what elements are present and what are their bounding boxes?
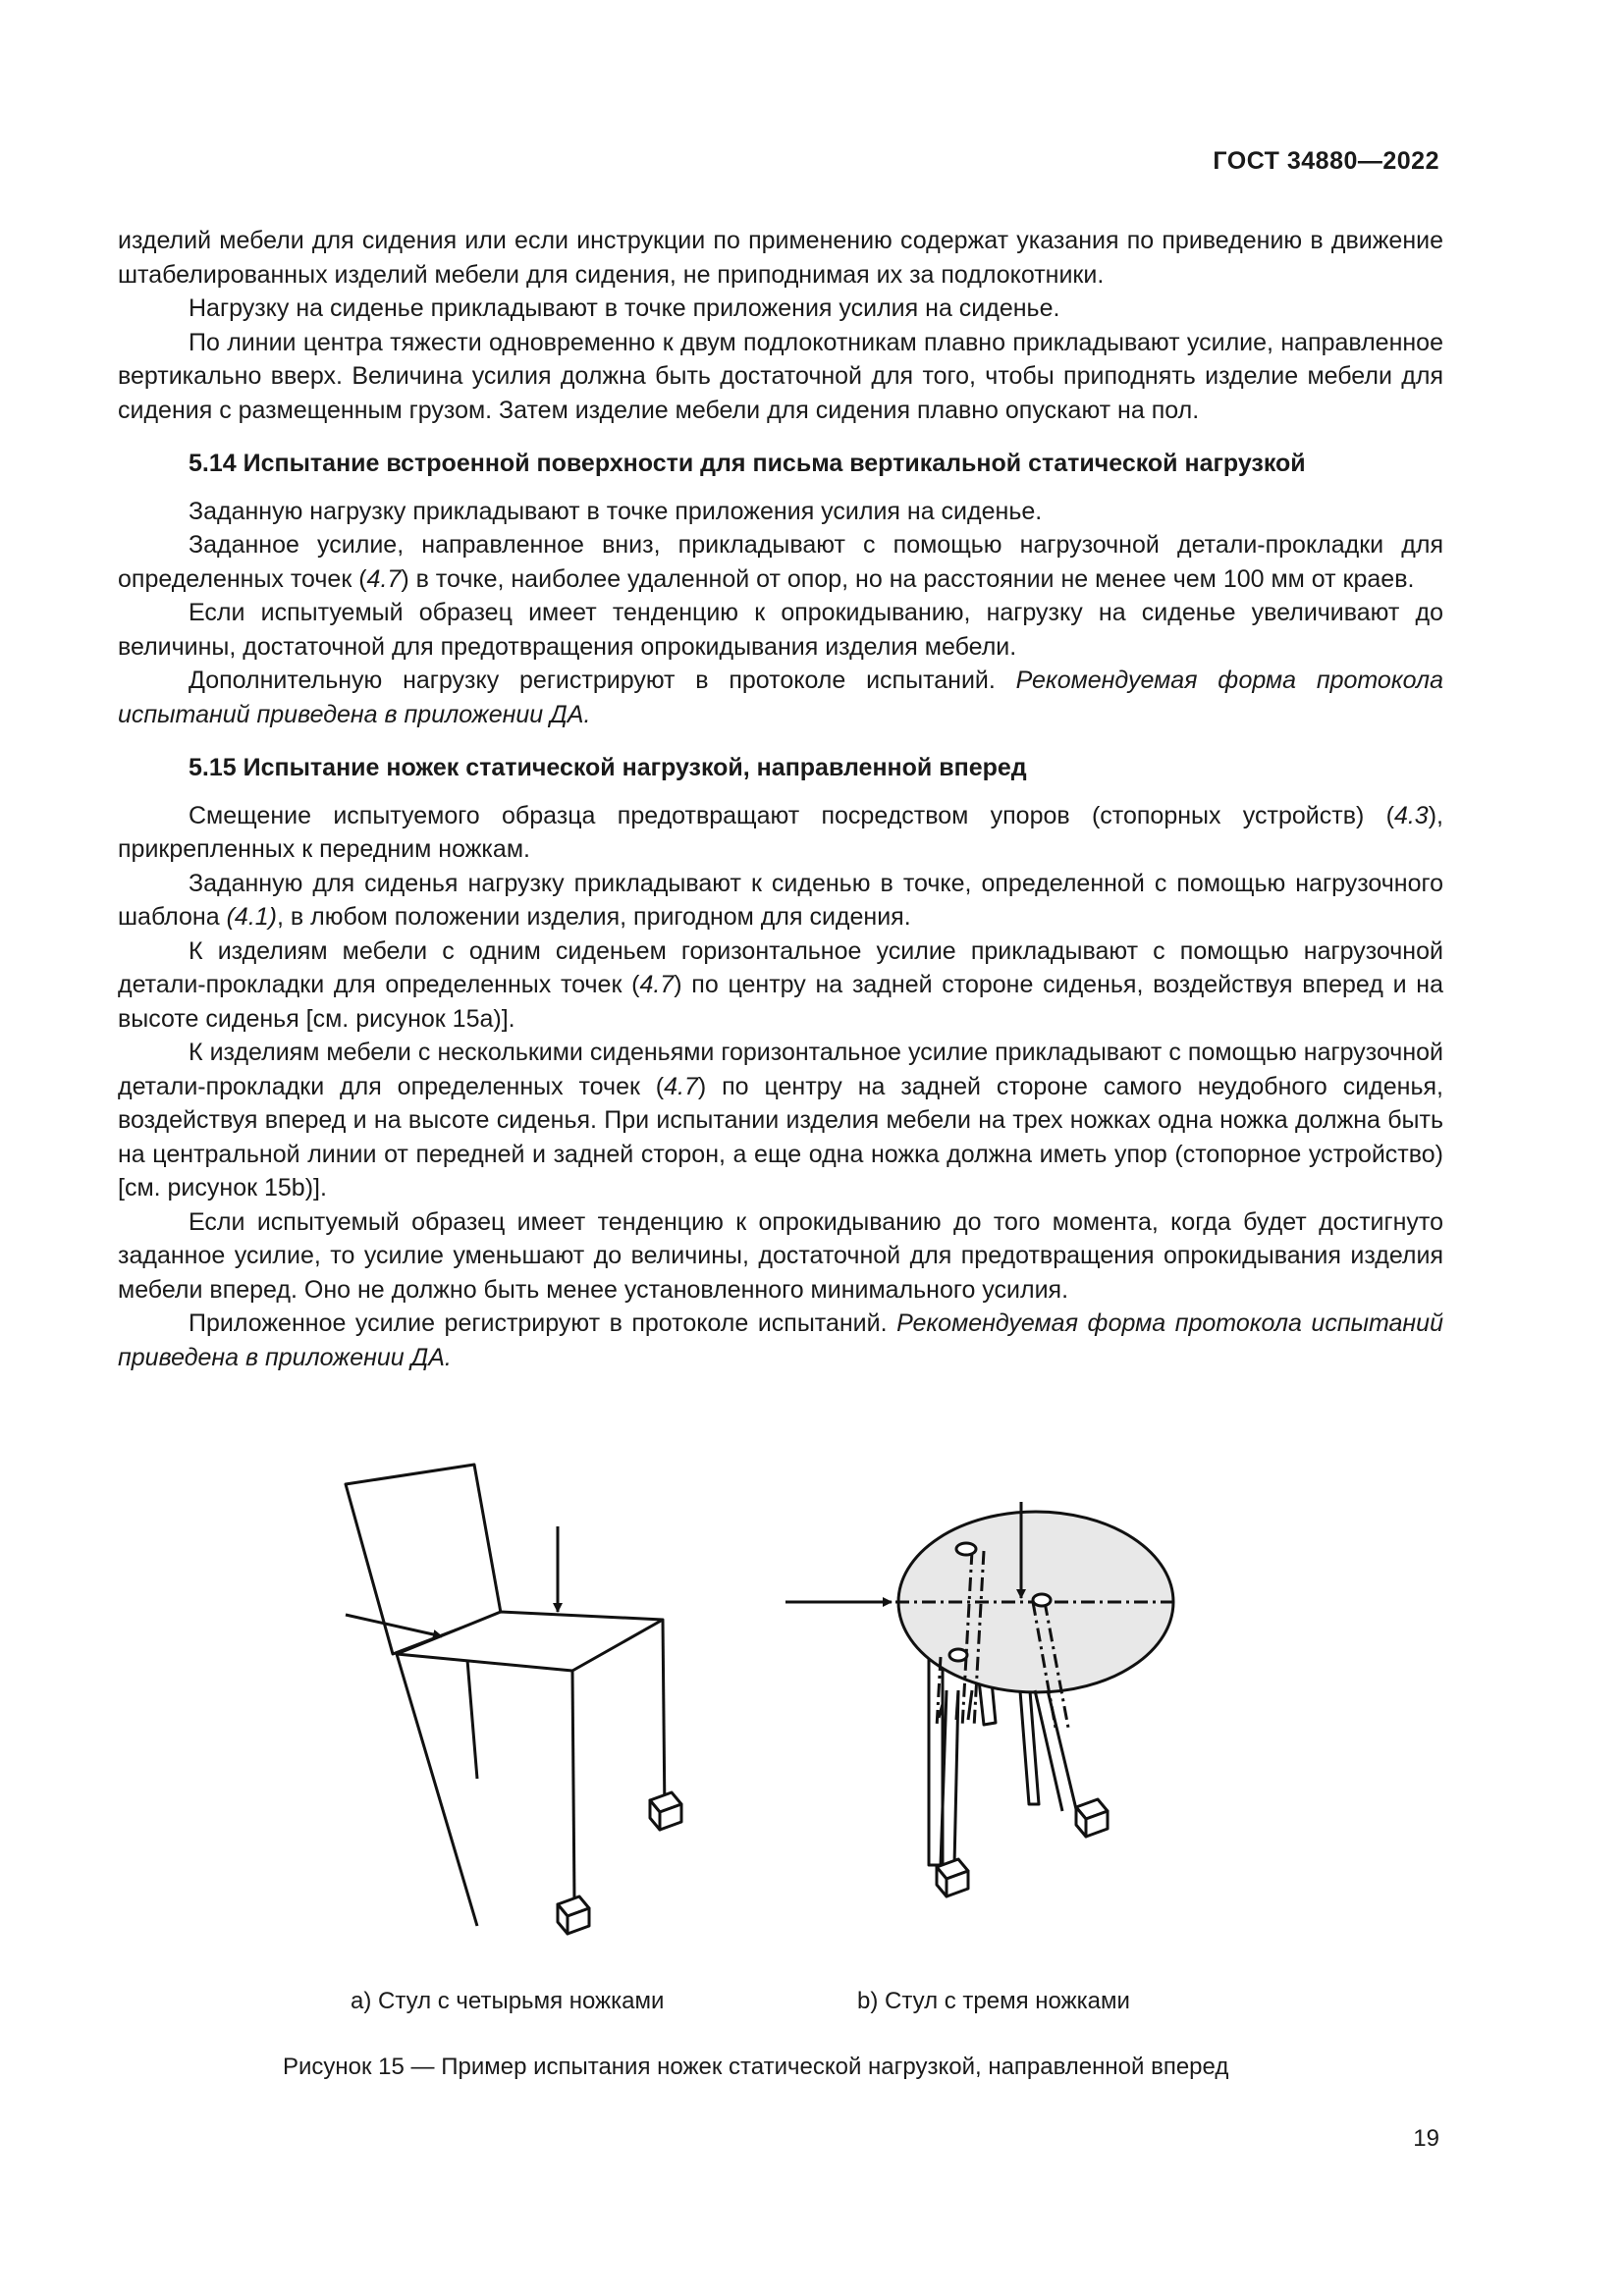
chair-three-legs-illustration xyxy=(785,1502,1175,1896)
paragraph: По линии центра тяжести одновременно к двум подлокотникам плавно прикладывают усилие, направленное вертикально вверх. Величина усилия должна быть достаточной для того, чтобы приподнять изделие мебели для сидения с размещенным грузом. Затем изделие мебели для сидения плавно опускают на пол. xyxy=(118,328,1443,424)
paragraph: Если испытуемый образец имеет тенденцию к опрокидыванию до того момента, когда будет достигнуто заданное усилие, то усилие уменьшают до величины, достаточной для предотвращения опрокидывания изделия мебели вперед. Оно не должно быть менее установленного минимального усилия. xyxy=(118,1207,1443,1304)
paragraph: Дополнительную нагрузку регистрируют в протоколе испытаний. Рекомендуемая форма протокола испытаний приведена в приложении ДА. xyxy=(118,667,1443,728)
paragraph: Если испытуемый образец имеет тенденцию к опрокидыванию, нагрузку на сиденье увеличивают до величины, достаточной для предотвращения опрокидывания изделия мебели. xyxy=(118,599,1443,661)
paragraph: изделий мебели для сидения или если инструкции по применению содержат указания по приведению в движение штабелированных изделий мебели для сидения, не приподнимая их за подлокотники. xyxy=(118,227,1443,289)
paragraph: Нагрузку на сиденье прикладывают в точке приложения усилия на сиденье. xyxy=(189,294,1060,322)
paragraph: Заданную нагрузку прикладывают в точке приложения усилия на сиденье. xyxy=(189,497,1043,525)
paragraph: К изделиям мебели с одним сиденьем горизонтальное усилие прикладывают с помощью нагрузочной детали-прокладки для определенных точек (4.7) по центру на задней стороне сиденья, воздействуя вперед и на высоте сиденья [см. рисунок 15а)]. xyxy=(118,936,1443,1033)
chair-four-legs-illustration xyxy=(346,1465,681,1934)
figure-caption-a: a) Стул с четырьмя ножками xyxy=(351,1988,665,2014)
figure-15 xyxy=(295,1433,1227,1963)
paragraph: Смещение испытуемого образца предотвращают посредством упоров (стопорных устройств) (4.3), прикрепленных к передним ножкам. xyxy=(118,801,1443,863)
paragraph: Приложенное усилие регистрируют в протоколе испытаний. Рекомендуемая форма протокола испытаний приведена в приложении ДА. xyxy=(118,1309,1443,1371)
paragraph: Заданное усилие, направленное вниз, прикладывают с помощью нагрузочной детали-прокладки для определенных точек (4.7) в точке, наиболее удаленной от опор, но на расстоянии не менее чем 100 мм от краев. xyxy=(118,531,1443,593)
page-number: 19 xyxy=(1413,2125,1439,2152)
figure-caption-b: b) Стул с тремя ножками xyxy=(857,1988,1130,2014)
section-heading-5-14: 5.14 Испытание встроенной поверхности для письма вертикальной статической нагрузкой xyxy=(189,450,1306,477)
paragraph: К изделиям мебели с несколькими сиденьями горизонтальное усилие прикладывают с помощью нагрузочной детали-прокладки для определенных точек (4.7) по центру на задней стороне самого неудобного сиденья, воздействуя вперед и на высоте сиденья. При испытании изделия мебели на трех ножках одна ножка должна быть на центральной линии от передней и задней сторон, а еще одна ножка должна иметь упор (стопорное устройство) [см. рисунок 15b)]. xyxy=(118,1039,1443,1201)
section-heading-5-15: 5.15 Испытание ножек статической нагрузкой, направленной вперед xyxy=(189,754,1027,781)
paragraph: Заданную для сиденья нагрузку прикладывают к сиденью в точке, определенной с помощью нагрузочного шаблона (4.1), в любом положении изделия, пригодном для сидения. xyxy=(118,869,1443,931)
body-text xyxy=(118,224,1443,1374)
figure-title: Рисунок 15 — Пример испытания ножек статической нагрузкой, направленной вперед xyxy=(283,2054,1229,2080)
document-code: ГОСТ 34880—2022 xyxy=(1213,147,1439,175)
